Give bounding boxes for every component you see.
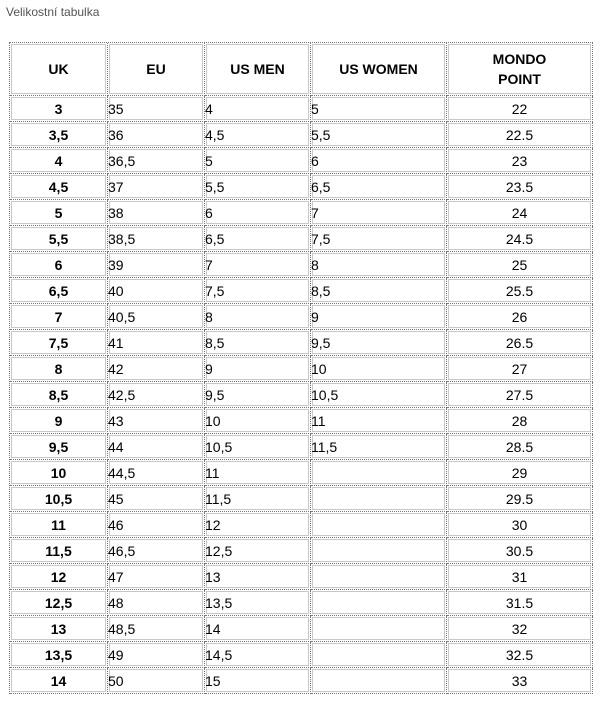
cell-mondo-point: 31 xyxy=(447,564,593,590)
table-row xyxy=(10,122,593,148)
cell-us-women: 11 xyxy=(311,408,447,434)
table-row xyxy=(10,96,593,122)
cell-uk: 6,5 xyxy=(10,278,108,304)
cell-us-women xyxy=(311,486,447,512)
cell-eu: 37 xyxy=(108,174,205,200)
cell-uk: 7,5 xyxy=(10,330,108,356)
cell-us-men: 9,5 xyxy=(205,382,311,408)
cell-us-men: 7 xyxy=(205,252,311,278)
table-row xyxy=(10,486,593,512)
cell-us-men: 6 xyxy=(205,200,311,226)
cell-eu: 36,5 xyxy=(108,148,205,174)
table-row xyxy=(10,356,593,382)
cell-eu: 47 xyxy=(108,564,205,590)
cell-us-men: 15 xyxy=(205,668,311,694)
cell-mondo-point: 25.5 xyxy=(447,278,593,304)
cell-us-women xyxy=(311,590,447,616)
cell-eu: 40 xyxy=(108,278,205,304)
cell-us-women: 7 xyxy=(311,200,447,226)
cell-uk: 7 xyxy=(10,304,108,330)
cell-mondo-point: 30.5 xyxy=(447,538,593,564)
cell-eu: 42,5 xyxy=(108,382,205,408)
cell-us-women: 11,5 xyxy=(311,434,447,460)
cell-mondo-point: 31.5 xyxy=(447,590,593,616)
table-row xyxy=(10,278,593,304)
cell-eu: 44,5 xyxy=(108,460,205,486)
header-eu: EU xyxy=(108,43,205,96)
header-us-men: US MEN xyxy=(205,43,311,96)
cell-us-men: 6,5 xyxy=(205,226,311,252)
table-row xyxy=(10,252,593,278)
cell-mondo-point: 26 xyxy=(447,304,593,330)
cell-us-men: 8,5 xyxy=(205,330,311,356)
cell-us-men: 11 xyxy=(205,460,311,486)
cell-us-men: 10,5 xyxy=(205,434,311,460)
size-table xyxy=(9,42,593,694)
table-row xyxy=(10,642,593,668)
table-row xyxy=(10,668,593,694)
header-uk: UK xyxy=(10,43,108,96)
table-row xyxy=(10,460,593,486)
cell-uk: 12,5 xyxy=(10,590,108,616)
cell-us-men: 13 xyxy=(205,564,311,590)
table-row xyxy=(10,590,593,616)
table-row xyxy=(10,408,593,434)
cell-uk: 11 xyxy=(10,512,108,538)
cell-eu: 39 xyxy=(108,252,205,278)
cell-eu: 45 xyxy=(108,486,205,512)
cell-mondo-point: 22 xyxy=(447,96,593,122)
header-mondo-point xyxy=(447,43,593,96)
table-row xyxy=(10,434,593,460)
cell-us-women: 5 xyxy=(311,96,447,122)
cell-mondo-point: 23 xyxy=(447,148,593,174)
cell-uk: 10 xyxy=(10,460,108,486)
cell-uk: 11,5 xyxy=(10,538,108,564)
table-row xyxy=(10,382,593,408)
cell-eu: 46 xyxy=(108,512,205,538)
cell-mondo-point: 28.5 xyxy=(447,434,593,460)
cell-uk: 14 xyxy=(10,668,108,694)
cell-mondo-point: 28 xyxy=(447,408,593,434)
cell-us-women: 10 xyxy=(311,356,447,382)
header-us-women: US WOMEN xyxy=(311,43,447,96)
cell-eu: 49 xyxy=(108,642,205,668)
cell-eu: 44 xyxy=(108,434,205,460)
cell-mondo-point: 24 xyxy=(447,200,593,226)
cell-eu: 35 xyxy=(108,96,205,122)
cell-us-men: 13,5 xyxy=(205,590,311,616)
cell-us-men: 5,5 xyxy=(205,174,311,200)
table-row xyxy=(10,330,593,356)
cell-us-men: 11,5 xyxy=(205,486,311,512)
cell-us-women: 8,5 xyxy=(311,278,447,304)
table-row xyxy=(10,616,593,642)
cell-eu: 42 xyxy=(108,356,205,382)
cell-mondo-point: 32 xyxy=(447,616,593,642)
cell-eu: 36 xyxy=(108,122,205,148)
table-row xyxy=(10,538,593,564)
cell-us-women: 9,5 xyxy=(311,330,447,356)
table-row xyxy=(10,174,593,200)
table-row xyxy=(10,200,593,226)
cell-mondo-point: 29.5 xyxy=(447,486,593,512)
cell-us-men: 5 xyxy=(205,148,311,174)
table-row xyxy=(10,512,593,538)
cell-us-women: 5,5 xyxy=(311,122,447,148)
cell-us-women: 7,5 xyxy=(311,226,447,252)
cell-us-women xyxy=(311,642,447,668)
table-row xyxy=(10,226,593,252)
cell-eu: 38,5 xyxy=(108,226,205,252)
cell-eu: 43 xyxy=(108,408,205,434)
cell-eu: 48,5 xyxy=(108,616,205,642)
cell-us-men: 8 xyxy=(205,304,311,330)
cell-us-men: 4 xyxy=(205,96,311,122)
cell-mondo-point: 32.5 xyxy=(447,642,593,668)
cell-uk: 9,5 xyxy=(10,434,108,460)
cell-mondo-point: 24.5 xyxy=(447,226,593,252)
cell-us-men: 7,5 xyxy=(205,278,311,304)
cell-us-men: 4,5 xyxy=(205,122,311,148)
cell-us-women xyxy=(311,564,447,590)
cell-uk: 13 xyxy=(10,616,108,642)
cell-eu: 48 xyxy=(108,590,205,616)
header-mondo-line1: MONDO xyxy=(492,51,547,67)
cell-uk: 6 xyxy=(10,252,108,278)
cell-mondo-point: 27 xyxy=(447,356,593,382)
cell-eu: 40,5 xyxy=(108,304,205,330)
cell-mondo-point: 33 xyxy=(447,668,593,694)
cell-uk: 3 xyxy=(10,96,108,122)
cell-us-men: 12,5 xyxy=(205,538,311,564)
cell-us-women xyxy=(311,538,447,564)
cell-uk: 8,5 xyxy=(10,382,108,408)
cell-eu: 38 xyxy=(108,200,205,226)
header-row xyxy=(10,43,593,96)
cell-uk: 13,5 xyxy=(10,642,108,668)
cell-us-men: 9 xyxy=(205,356,311,382)
cell-us-women xyxy=(311,668,447,694)
cell-mondo-point: 22.5 xyxy=(447,122,593,148)
cell-us-men: 14 xyxy=(205,616,311,642)
cell-uk: 8 xyxy=(10,356,108,382)
table-row xyxy=(10,304,593,330)
cell-us-women: 9 xyxy=(311,304,447,330)
cell-uk: 5,5 xyxy=(10,226,108,252)
cell-us-women xyxy=(311,512,447,538)
cell-eu: 50 xyxy=(108,668,205,694)
table-caption: Velikostní tabulka xyxy=(6,5,100,19)
cell-uk: 3,5 xyxy=(10,122,108,148)
cell-uk: 9 xyxy=(10,408,108,434)
cell-us-women: 6,5 xyxy=(311,174,447,200)
cell-mondo-point: 27.5 xyxy=(447,382,593,408)
cell-eu: 41 xyxy=(108,330,205,356)
cell-uk: 4 xyxy=(10,148,108,174)
cell-us-men: 14,5 xyxy=(205,642,311,668)
cell-uk: 5 xyxy=(10,200,108,226)
cell-uk: 10,5 xyxy=(10,486,108,512)
table-row xyxy=(10,564,593,590)
cell-us-men: 12 xyxy=(205,512,311,538)
cell-us-men: 10 xyxy=(205,408,311,434)
cell-us-women xyxy=(311,460,447,486)
cell-eu: 46,5 xyxy=(108,538,205,564)
cell-us-women: 8 xyxy=(311,252,447,278)
cell-mondo-point: 30 xyxy=(447,512,593,538)
table-row xyxy=(10,148,593,174)
cell-us-women: 10,5 xyxy=(311,382,447,408)
header-mondo-line2: POINT xyxy=(498,71,541,87)
cell-us-women xyxy=(311,616,447,642)
cell-uk: 4,5 xyxy=(10,174,108,200)
cell-mondo-point: 29 xyxy=(447,460,593,486)
cell-us-women: 6 xyxy=(311,148,447,174)
cell-mondo-point: 23.5 xyxy=(447,174,593,200)
cell-uk: 12 xyxy=(10,564,108,590)
cell-mondo-point: 26.5 xyxy=(447,330,593,356)
cell-mondo-point: 25 xyxy=(447,252,593,278)
